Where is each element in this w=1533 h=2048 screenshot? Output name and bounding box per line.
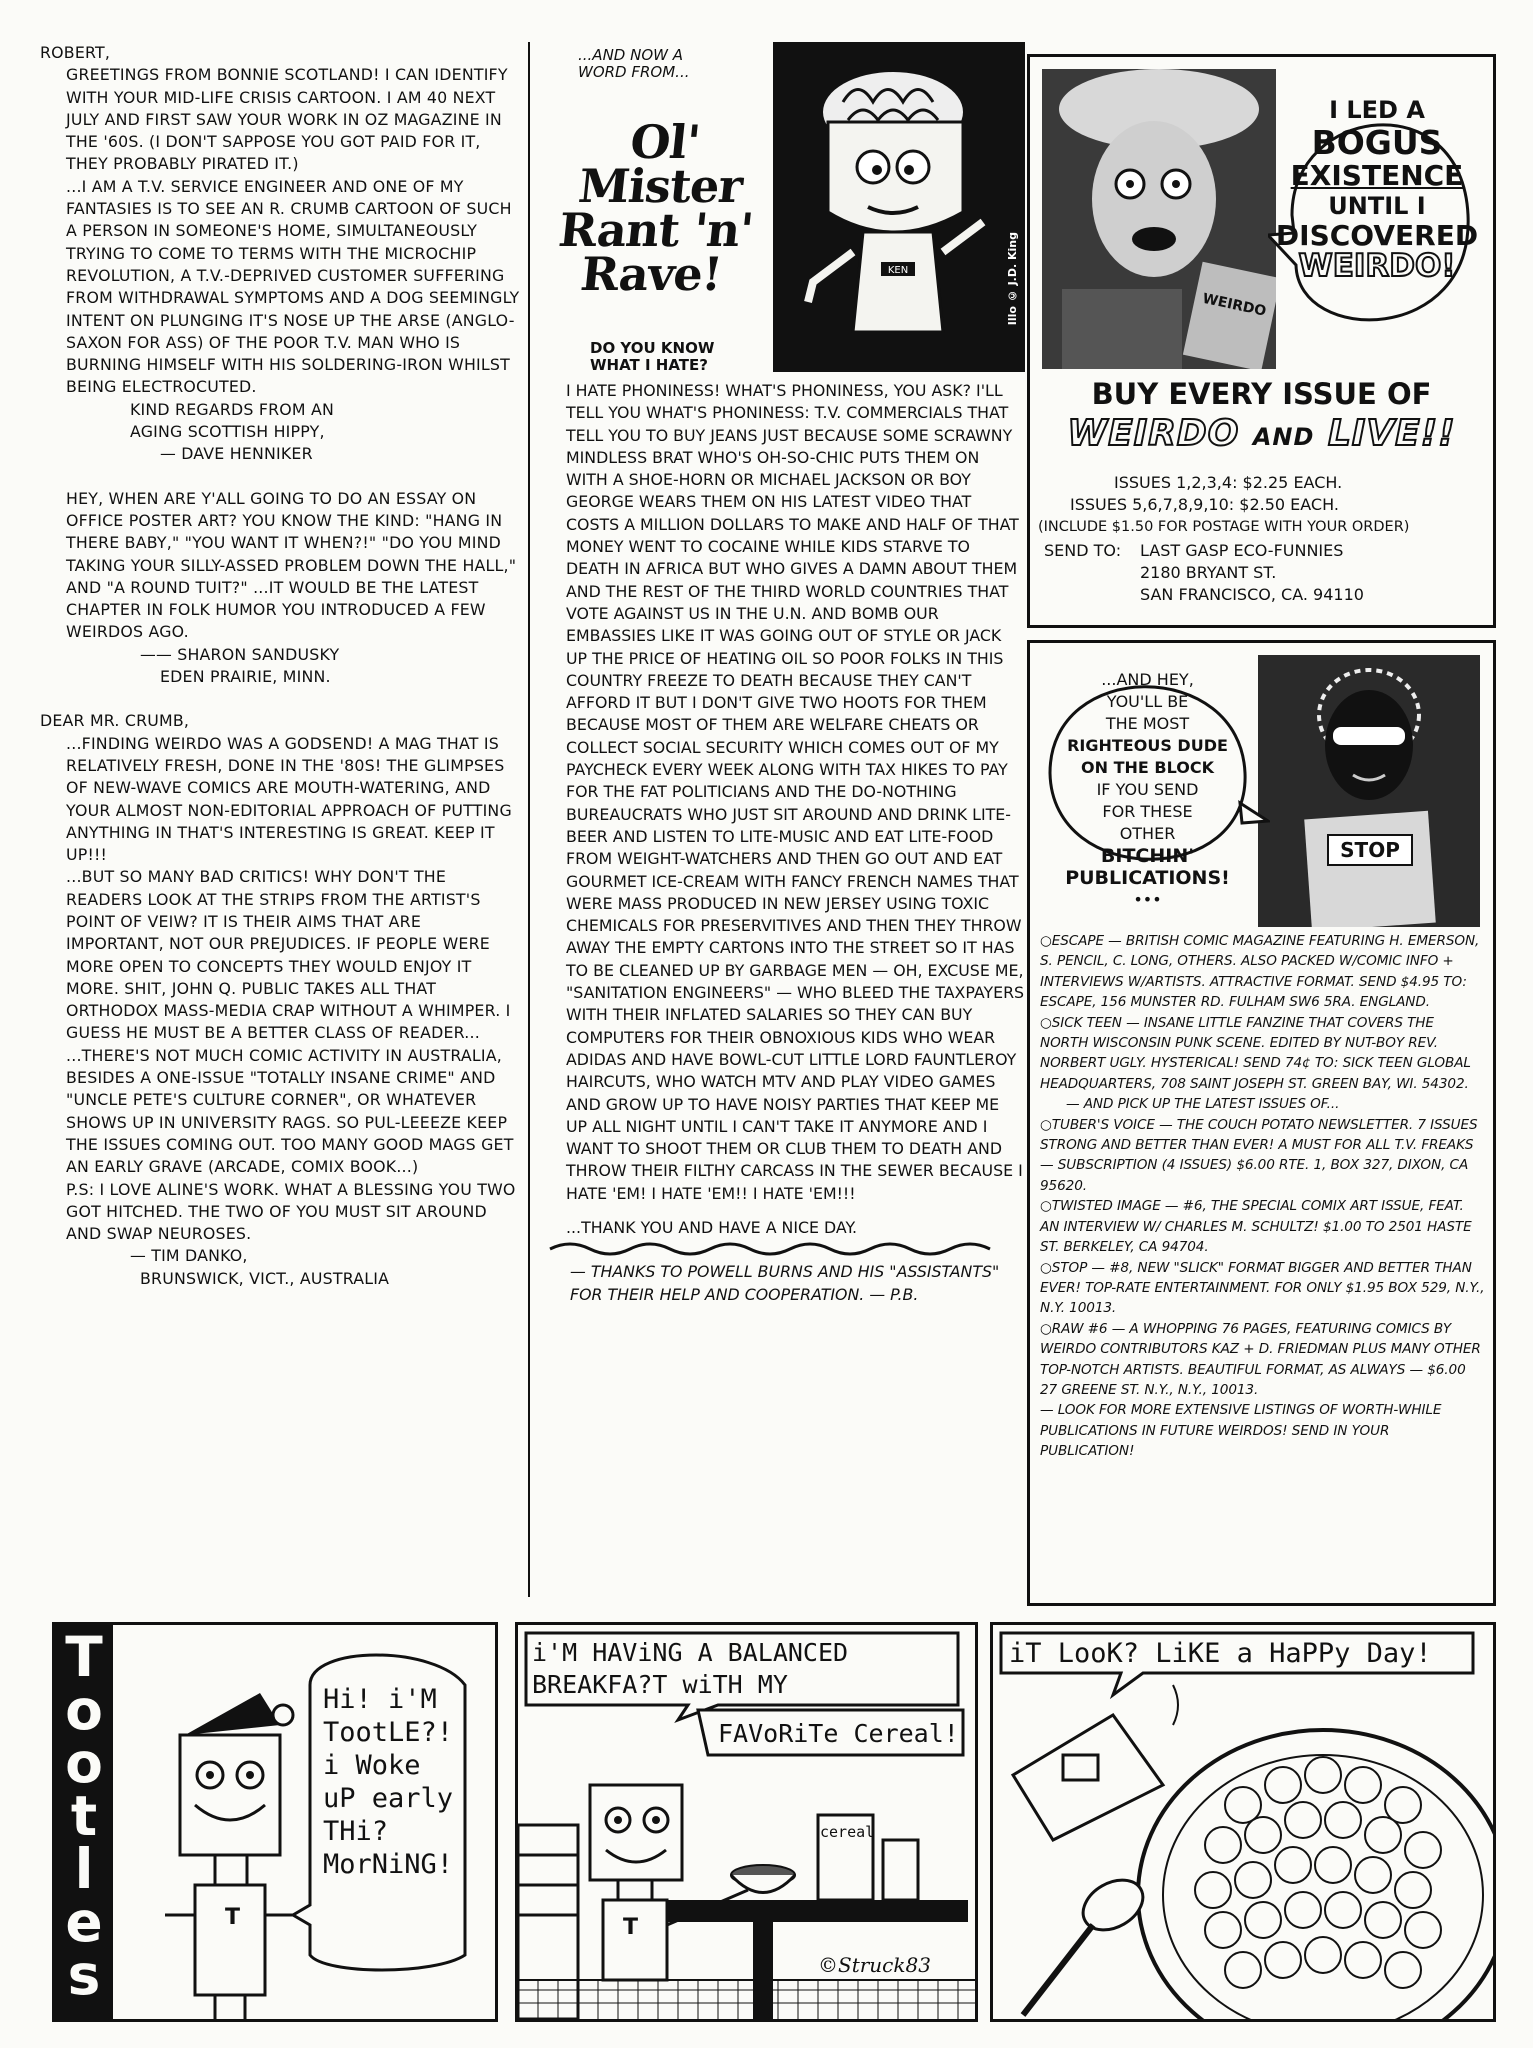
strip-panel-2 bbox=[515, 1622, 978, 2022]
panel2-caption-2: FAVoRiTe Cereal! bbox=[718, 1719, 959, 1748]
letter3-location: BRUNSWICK, VICT., AUSTRALIA bbox=[140, 1268, 390, 1288]
panel1-speech-line3: i Woke bbox=[323, 1750, 421, 1781]
ad-issues-1: ISSUES 1,2,3,4: $2.25 EACH. bbox=[1114, 473, 1343, 492]
pubs-bubble-line8: OTHER bbox=[1119, 824, 1176, 843]
pubs-bubble-line5: ON THE BLOCK bbox=[1081, 758, 1214, 777]
letter3-para4: P.S: I LOVE ALINE'S WORK. WHAT A BLESSING YOU TWO GOT HITCHED. THE TWO OF YOU MUST SIT AROUND AND SWAP NEUROSES. bbox=[66, 1179, 516, 1244]
pub-listing-escape: ○ESCAPE — BRITISH COMIC MAGAZINE FEATURING H. EMERSON, S. PENCIL, C. LONG, OTHERS. ALSO PACKED W/COMIC INFO + INTERVIEWS W/ARTISTS. ATTRACTIVE FORMAT. SEND $4.95 TO: ESCAPE, 156 MUNSTER RD. FULHAM SW6 5RA. ENGLAND. bbox=[1040, 933, 1480, 1011]
letter3-para3: ...THERE'S NOT MUCH COMIC ACTIVITY IN AUSTRALIA, BESIDES A ONE-ISSUE "TOTALLY INSANE CRIME" AND "UNCLE PETE'S CULTURE CORNER", OR WHATEVER SHOWS UP IN UNIVERSITY RAGS. SO PUL-LEEEZE KEEP THE ISSUES COMING OUT. TOO MANY GOOD MAGS GET AN EARLY GRAVE (ARCADE, COMIX BOOK...) bbox=[66, 1045, 514, 1177]
ad-address-2: 2180 BRYANT ST. bbox=[1140, 563, 1277, 582]
ad-weirdo-word: WEIRDO bbox=[1067, 413, 1240, 454]
mister-rant-illustration bbox=[773, 42, 1025, 372]
panel1-speech-line1: Hi! i'M bbox=[323, 1684, 437, 1715]
letter1-para2: ...I AM A T.V. SERVICE ENGINEER AND ONE OF MY FANTASIES IS TO SEE AN R. CRUMB CARTOON OF SUCH A PERSON IN SOMEONE'S HOME, SIMULTANEOUSLY TRYING TO COME TO TERMS WITH THE MICROCHIP REVOLUTION, A T.V.-DEPRIVED CUSTOMER SUFFERING FROM WITHDRAWAL SYMPTOMS AND A DOG SEEMINGLY INTENT ON PLUNGING IT'S NOSE UP THE ARSE (ANGLO-SAXON FOR ASS) OF THE POOR T.V. MAN WHO IS BURNING HIMSELF WITH HIS SOLDERING-IRON WHILST BEING ELECTROCUTED. bbox=[66, 176, 520, 397]
ad-issues-2: ISSUES 5,6,7,8,9,10: $2.50 EACH. bbox=[1070, 495, 1339, 514]
ad-speech-bubble bbox=[1268, 65, 1486, 365]
rant-question: DO YOU KNOW WHAT I HATE? bbox=[590, 339, 715, 374]
pubs-bubble-line9: BITCHIN' bbox=[1100, 845, 1195, 867]
pubs-bubble-line3: THE MOST bbox=[1105, 714, 1190, 733]
letter1-closing: KIND REGARDS FROM AN bbox=[130, 399, 334, 419]
letter2-para1: HEY, WHEN ARE Y'ALL GOING TO DO AN ESSAY ON OFFICE POSTER ART? YOU KNOW THE KIND: "HANG IN THERE BABY," "YOU WANT IT WHEN?!" "DO YOU MIND TAKING YOUR SILLY-ASSED PROBLEM DOWN THE HALL," AND "A ROUND TUIT?" ...IT WOULD BE THE LATEST CHAPTER IN FOLK HUMOR YOU INTRODUCED A FEW WEIRDOS AGO. bbox=[66, 488, 517, 642]
artist-signature: ©Struck83 bbox=[818, 1953, 931, 1977]
ad-bubble-text bbox=[1268, 95, 1486, 284]
pub-listing-pickup: — AND PICK UP THE LATEST ISSUES OF... bbox=[1066, 1096, 1340, 1113]
tootles-shirt-letter-1: T bbox=[225, 1905, 241, 1930]
pubs-bubble-line11: ••• bbox=[1133, 890, 1162, 909]
pub-listing-stop: ○STOP — #8, NEW "SLICK" FORMAT BIGGER AND BETTER THAN EVER! TOP-RATE ENTERTAINMENT. FOR ONLY $1.95 BOX 529, N.Y., N.Y. 10013. bbox=[1040, 1259, 1485, 1317]
pubs-photo-label: STOP bbox=[1340, 838, 1400, 862]
pub-listing-raw: ○RAW #6 — A WHOPPING 76 PAGES, FEATURING COMICS BY WEIRDO CONTRIBUTORS KAZ + D. FRIEDMAN PLUS MANY OTHER TOP-NOTCH ARTISTS. BEAUTIFUL FORMAT, AS ALWAYS — $6.00 27 GREENE ST. N.Y., N.Y., 10013. bbox=[1040, 1320, 1481, 1398]
pubs-bubble-line10: PUBLICATIONS! bbox=[1065, 867, 1230, 889]
rant-column bbox=[540, 42, 1025, 1597]
column-divider bbox=[528, 42, 530, 1597]
rant-intro-line1: ...AND NOW A bbox=[578, 46, 683, 64]
cereal-bowl-scene bbox=[993, 1625, 1493, 2019]
letter2-location: EDEN PRAIRIE, MINN. bbox=[160, 667, 331, 687]
ad-bubble-line4: UNTIL I bbox=[1328, 192, 1426, 220]
rant-header bbox=[540, 42, 1025, 372]
ad-and-word: AND bbox=[1252, 423, 1315, 451]
rant-intro bbox=[578, 47, 689, 81]
panel1-speech-line6: MorNiNG! bbox=[323, 1849, 454, 1880]
rant-signoff: ...THANK YOU AND HAVE A NICE DAY. bbox=[566, 1217, 857, 1237]
pub-listing-twisted-image: ○TWISTED IMAGE — #6, THE SPECIAL COMIX ART ISSUE, FEAT. AN INTERVIEW W/ CHARLES M. SCHULTZ! $1.00 TO 2501 HASTE ST. BERKELEY, CA 94704. bbox=[1040, 1198, 1472, 1256]
rant-body-text: I HATE PHONINESS! WHAT'S PHONINESS, YOU ASK? I'LL TELL YOU WHAT'S PHONINESS: T.V. COMMERCIALS THAT TELL YOU TO BUY JEANS JUST BECAUSE SOME SCRAWNY MINDLESS BRAT WHO'S OH-SO-CHIC PUTS THEM ON WITH A SHOE-HORN OR MICHAEL JACKSON OR BOY GEORGE WEARS THEM ON HIS LATEST VIDEO THAT COSTS A MILLION DOLLARS TO MAKE AND HALF OF THAT MONEY WENT TO COCAINE WHILE KIDS STARVE TO DEATH IN AFRICA BUT WHO GIVES A DAMN ABOUT THEM AND THE REST OF THE THIRD WORLD COUNTRIES THAT VOTE AGAINST US IN THE U.N. AND BOMB OUR EMBASSIES LIKE IT WAS GOING OUT OF STYLE OR JACK UP THE PRICE OF HEATING OIL SO POOR FOLKS IN THIS COUNTRY FREEZE TO DEATH BECAUSE THEY CAN'T AFFORD IT BUT I DON'T GIVE TWO HOOTS FOR THEM BECAUSE MOST OF THEM ARE WELFARE CHEATS OR COLLECT SOCIAL SECURITY WHICH COMES OUT OF MY PAYCHECK EVERY WEEK ALONG WITH TAX HIKES TO PAY FOR THE FAT POLITICIANS AND THE DO-NOTHING BUREAUCRATS WHO JUST SIT AROUND AND DRINK LITE-BEER AND LISTEN TO LITE-MUSIC AND EAT LITE-FOOD FROM WEIGHT-WATCHERS AND THEN GO OUT AND EAT GOURMET ICE-CREAM WITH FANCY FRENCH NAMES THAT WERE MASS PRODUCED IN NEW JERSEY USING TOXIC CHEMICALS FOR PRESERVITIVES AND THEN THEY THROW AWAY THE EMPTY CARTONS INTO THE STREET SO IT HAS TO BE CLEANED UP BY GARBAGE MEN — OH, EXCUSE ME, "SANITATION ENGINEERS" — WHO BLEED THE TAXPAYERS WITH THEIR INFLATED SALARIES SO THEY CAN BUY COMPUTERS FOR THEIR OBNOXIOUS KIDS WHO WEAR ADIDAS AND HAVE BOWL-CUT LITTLE LORD FAUNTLEROY HAIRCUTS, WHO WATCH MTV AND PLAY VIDEO GAMES AND GROW UP TO HAVE NOISY PARTIES THAT KEEP ME UP ALL NIGHT UNTIL I CAN'T TAKE IT ANYMORE AND I WANT TO SHOOT THEM OR CLUB THEM TO DEATH AND THROW THEIR FILTHY CARCASS IN THE SEWER BECAUSE I HATE 'EM! I HATE 'EM!! I HATE 'EM!!! bbox=[566, 381, 1025, 1203]
ad-photo bbox=[1042, 69, 1276, 369]
panel1-speech-line2: TootLE?! bbox=[323, 1717, 454, 1748]
swirl-divider bbox=[540, 1239, 1010, 1257]
publications-box bbox=[1027, 640, 1496, 1606]
weirdo-ad-box bbox=[1027, 54, 1496, 628]
rant-thanks: — THANKS TO POWELL BURNS AND HIS "ASSISTANTS" FOR THEIR HELP AND COOPERATION. — P.B. bbox=[570, 1262, 1000, 1304]
panel2-caption-line1: i'M HAViNG A BALANCED bbox=[532, 1638, 849, 1667]
ad-live-word: LIVE!! bbox=[1327, 413, 1456, 454]
letters-column bbox=[40, 42, 520, 1597]
ad-bubble-line5: DISCOVERED bbox=[1275, 219, 1479, 252]
letter3-para1: ...FINDING WEIRDO WAS A GODSEND! A MAG THAT IS RELATIVELY FRESH, DONE IN THE '80S! THE GLIMPSES OF NEW-WAVE COMICS ARE MOUTH-WATERING, AND YOUR ALMOST NON-EDITORIAL APPROACH OF PUTTING ANYTHING IN THAT'S INTERESTING IS GREAT. KEEP IT UP!!! bbox=[66, 733, 512, 865]
pubs-bubble-line4: RIGHTEOUS DUDE bbox=[1067, 736, 1228, 755]
letter3-signature: — TIM DANKO, bbox=[130, 1246, 248, 1266]
letter3-para2: ...BUT SO MANY BAD CRITICS! WHY DON'T THE READERS LOOK AT THE STRIPS FROM THE ARTIST'S POINT OF VEIW? IT IS THEIR AIMS THAT ARE IMPORTANT, NOT OUR PREJUDICES. IF PEOPLE WERE MORE OPEN TO CONCEPTS THEY WOULD ENJOY IT MORE. SHIT, JOHN Q. PUBLIC TAKES ALL THAT ORTHODOX MASS-MEDIA CRAP WITHOUT A WHIMPER. I GUESS HE MUST BE A BETTER CLASS OF READER... bbox=[66, 867, 511, 1043]
letter1-signature: — DAVE HENNIKER bbox=[160, 444, 313, 464]
rant-intro-line2: WORD FROM... bbox=[578, 63, 690, 81]
letter2-signature: —— SHARON SANDUSKY bbox=[140, 644, 340, 664]
ad-bubble-line2: BOGUS bbox=[1311, 123, 1443, 162]
pubs-bubble-line7: FOR THESE bbox=[1102, 802, 1193, 821]
strip-panel-3 bbox=[990, 1622, 1496, 2022]
ad-address-1: LAST GASP ECO-FUNNIES bbox=[1140, 541, 1344, 560]
pubs-bubble-text bbox=[1040, 669, 1255, 911]
letter1-closing2: AGING SCOTTISH HIPPY, bbox=[130, 422, 325, 442]
ad-weirdo-live bbox=[1030, 413, 1493, 454]
panel2-caption bbox=[532, 1637, 848, 1701]
ad-bubble-line1: I LED A bbox=[1329, 96, 1425, 124]
ad-buy-line: BUY EVERY ISSUE OF bbox=[1091, 377, 1432, 411]
panel1-speech-line4: uP early bbox=[323, 1783, 454, 1814]
letter1-salutation: ROBERT, bbox=[40, 43, 111, 62]
ad-bubble-line3: EXISTENCE bbox=[1290, 159, 1464, 192]
letter1-para1: GREETINGS FROM BONNIE SCOTLAND! I CAN IDENTIFY WITH YOUR MID-LIFE CRISIS CARTOON. I AM 40 NEXT JULY AND FIRST SAW YOUR WORK IN OZ MAGAZINE IN THE '60S. (I DON'T SAPPOSE YOU GOT PAID FOR IT, THEY PROBABLY PIRATED IT.) bbox=[66, 65, 508, 174]
pubs-bubble-line1: ...AND HEY, bbox=[1101, 670, 1194, 689]
ad-postage: (INCLUDE $1.50 FOR POSTAGE WITH YOUR ORDER) bbox=[1038, 519, 1410, 535]
rant-body bbox=[540, 380, 1025, 1306]
ad-bubble-line6: WEIRDO! bbox=[1298, 248, 1456, 284]
panel1-speech-line5: THi? bbox=[323, 1816, 389, 1847]
letter3-salutation: DEAR MR. CRUMB, bbox=[40, 711, 190, 731]
pubs-photo bbox=[1258, 655, 1480, 927]
panel1-speech bbox=[323, 1683, 463, 1881]
pub-listing-more: — LOOK FOR MORE EXTENSIVE LISTINGS OF WORTH-WHILE PUBLICATIONS IN FUTURE WEIRDOS! SEND IN YOUR PUBLICATION! bbox=[1040, 1402, 1442, 1460]
strip-title-text: T o o t l e s bbox=[65, 1625, 103, 2007]
publications-list bbox=[1040, 931, 1485, 1462]
illo-credit: Illo © J.D. King bbox=[1006, 232, 1019, 326]
cereal-box-label: cereal bbox=[820, 1823, 875, 1841]
pubs-bubble-line6: IF YOU SEND bbox=[1096, 780, 1199, 799]
illo-badge-text: KEN bbox=[887, 265, 909, 276]
pub-listing-sick-teen: ○SICK TEEN — INSANE LITTLE FANZINE THAT COVERS THE NORTH WISCONSIN PUNK SCENE. EDITED BY NUT-BOY REV. NORBERT UGLY. HYSTERICAL! SEND 74¢ TO: SICK TEEN GLOBAL HEADQUARTERS, 708 SAINT JOSEPH ST. GREEN BAY, WI. 54302. bbox=[1040, 1014, 1471, 1092]
tootles-shirt-letter-2: T bbox=[623, 1915, 639, 1940]
ad-send-label: SEND TO: bbox=[1044, 541, 1122, 560]
strip-panel-1 bbox=[52, 1622, 498, 2022]
pubs-bubble-line2: YOU'LL BE bbox=[1106, 692, 1189, 711]
panel2-caption-line2: BREAKFA?T wiTH MY bbox=[532, 1670, 788, 1699]
ad-photo-mag-label: WEIRDO bbox=[1201, 290, 1268, 320]
pubs-speech-bubble bbox=[1040, 653, 1255, 909]
rant-title: Ol' Mister Rant 'n' Rave! bbox=[556, 115, 756, 301]
pub-listing-tubers-voice: ○TUBER'S VOICE — THE COUCH POTATO NEWSLETTER. 7 ISSUES STRONG AND BETTER THAN EVER! A MUST FOR ALL T.V. FREAKS — SUBSCRIPTION (4 ISSUES) $6.00 RTE. 1, BOX 327, DIXON, CA 95620. bbox=[1040, 1116, 1478, 1194]
panel3-caption: iT LooK? LiKE a HaPPy Day! bbox=[1009, 1638, 1432, 1669]
ad-address-3: SAN FRANCISCO, CA. 94110 bbox=[1140, 585, 1364, 604]
